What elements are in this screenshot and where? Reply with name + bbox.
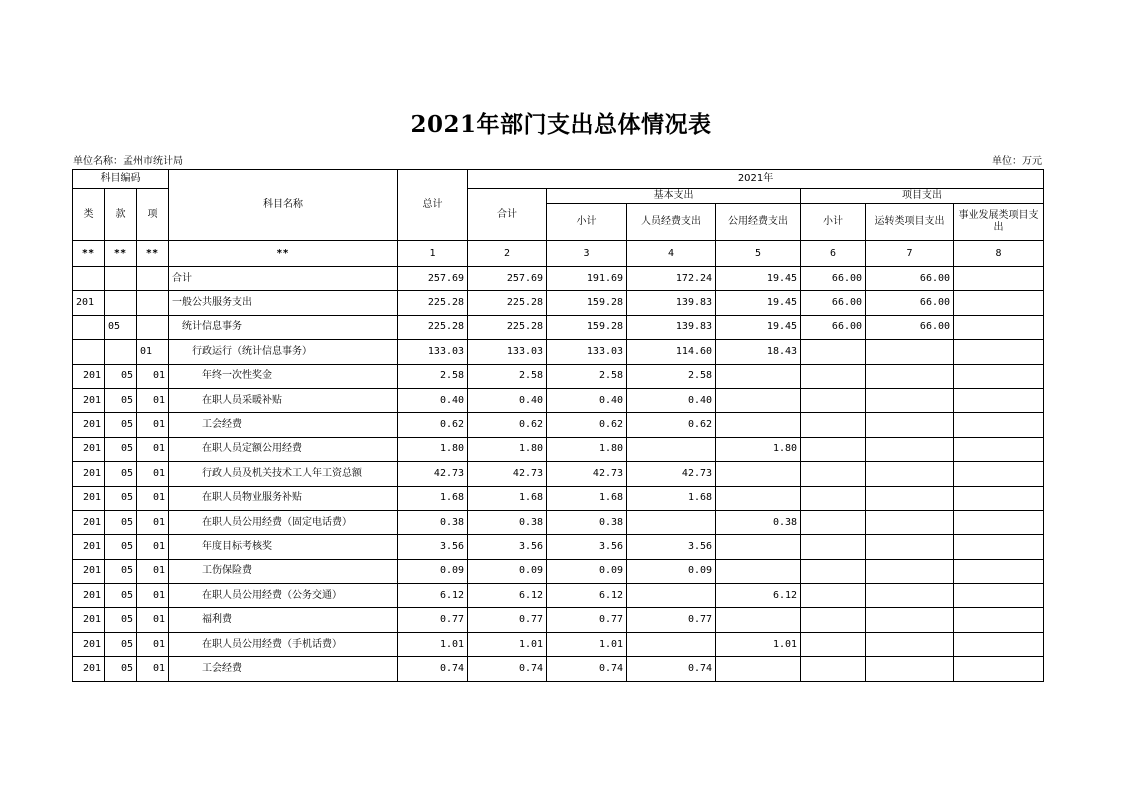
code-lei-cell: 201 [73, 608, 105, 632]
personnel-expense-cell [627, 437, 716, 461]
development-project-cell [954, 462, 1044, 486]
expenditure-table [72, 169, 1044, 682]
personnel-expense-cell [627, 632, 716, 656]
code-lei-cell [73, 340, 105, 364]
code-xiang-cell: 01 [137, 437, 169, 461]
code-lei-cell: 201 [73, 364, 105, 388]
operation-project-cell [866, 608, 954, 632]
total-cell: 257.69 [398, 267, 468, 291]
personnel-expense-cell: 42.73 [627, 462, 716, 486]
basic-subtotal-cell: 0.09 [547, 559, 627, 583]
code-xiang-cell [137, 315, 169, 339]
operation-project-cell [866, 340, 954, 364]
lei-header: 类 [73, 189, 105, 241]
operation-project-cell [866, 632, 954, 656]
sum-header: 合计 [468, 189, 547, 241]
sum-cell: 1.01 [468, 632, 547, 656]
development-project-header: 事业发展类项目支出 [954, 204, 1044, 241]
code-lei-cell: 201 [73, 413, 105, 437]
project-subtotal-cell [801, 608, 866, 632]
operation-project-cell: 66.00 [866, 291, 954, 315]
public-expense-header: 公用经费支出 [716, 204, 801, 241]
personnel-expense-cell: 139.83 [627, 291, 716, 315]
basic-subtotal-cell: 159.28 [547, 315, 627, 339]
basic-subtotal-cell: 1.80 [547, 437, 627, 461]
development-project-cell [954, 486, 1044, 510]
total-cell: 0.62 [398, 413, 468, 437]
code-lei-cell: 201 [73, 388, 105, 412]
xiang-header: 项 [137, 189, 169, 241]
sum-cell: 225.28 [468, 315, 547, 339]
code-xiang-cell: 01 [137, 632, 169, 656]
total-cell: 0.38 [398, 510, 468, 534]
basic-subtotal-cell: 0.62 [547, 413, 627, 437]
table-row [73, 437, 1044, 461]
basic-subtotal-cell: 1.68 [547, 486, 627, 510]
subject-name-cell: 在职人员公用经费（公务交通） [169, 584, 398, 608]
basic-subtotal-cell: 159.28 [547, 291, 627, 315]
personnel-expense-cell: 1.68 [627, 486, 716, 510]
index-cell: 1 [398, 241, 468, 267]
total-cell: 0.09 [398, 559, 468, 583]
index-cell: 4 [627, 241, 716, 267]
sum-cell: 0.77 [468, 608, 547, 632]
operation-project-cell [866, 364, 954, 388]
public-expense-cell: 0.38 [716, 510, 801, 534]
code-xiang-cell: 01 [137, 413, 169, 437]
table-header [73, 170, 1044, 267]
index-cell: ** [105, 241, 137, 267]
subject-name-cell: 工会经费 [169, 413, 398, 437]
development-project-cell [954, 584, 1044, 608]
operation-project-cell [866, 486, 954, 510]
sum-cell: 0.09 [468, 559, 547, 583]
subject-name-cell: 在职人员公用经费（固定电话费） [169, 510, 398, 534]
basic-subtotal-cell: 42.73 [547, 462, 627, 486]
project-subtotal-cell [801, 657, 866, 681]
code-xiang-cell: 01 [137, 364, 169, 388]
operation-project-cell [866, 535, 954, 559]
table-row [73, 291, 1044, 315]
code-kuan-cell: 05 [105, 584, 137, 608]
public-expense-cell [716, 486, 801, 510]
code-xiang-cell: 01 [137, 584, 169, 608]
basic-subtotal-cell: 191.69 [547, 267, 627, 291]
operation-project-cell [866, 413, 954, 437]
basic-subtotal-cell: 0.40 [547, 388, 627, 412]
project-subtotal-cell [801, 462, 866, 486]
index-cell: 8 [954, 241, 1044, 267]
code-xiang-cell: 01 [137, 559, 169, 583]
public-expense-cell: 19.45 [716, 267, 801, 291]
development-project-cell [954, 388, 1044, 412]
code-lei-cell: 201 [73, 657, 105, 681]
operation-project-cell [866, 437, 954, 461]
unit-name-label: 单位名称：孟州市统计局 [73, 156, 183, 167]
code-kuan-cell: 05 [105, 486, 137, 510]
operation-project-cell [866, 584, 954, 608]
project-subtotal-cell [801, 364, 866, 388]
development-project-cell [954, 510, 1044, 534]
personnel-expense-cell: 2.58 [627, 364, 716, 388]
subject-name-cell: 统计信息事务 [169, 315, 398, 339]
code-xiang-cell [137, 291, 169, 315]
operation-project-cell: 66.00 [866, 267, 954, 291]
public-expense-cell: 19.45 [716, 315, 801, 339]
development-project-cell [954, 632, 1044, 656]
project-subtotal-cell [801, 340, 866, 364]
total-cell: 42.73 [398, 462, 468, 486]
index-cell: 6 [801, 241, 866, 267]
table-row [73, 657, 1044, 681]
project-subtotal-cell [801, 437, 866, 461]
basic-subtotal-cell: 6.12 [547, 584, 627, 608]
total-header: 总计 [398, 170, 468, 241]
public-expense-cell: 6.12 [716, 584, 801, 608]
code-xiang-cell: 01 [137, 486, 169, 510]
basic-subtotal-cell: 0.77 [547, 608, 627, 632]
page-title: 2021年部门支出总体情况表 [410, 111, 712, 138]
index-cell: ** [169, 241, 398, 267]
code-kuan-cell: 05 [105, 535, 137, 559]
sum-cell: 257.69 [468, 267, 547, 291]
public-expense-cell [716, 608, 801, 632]
operation-project-header: 运转类项目支出 [866, 204, 954, 241]
development-project-cell [954, 340, 1044, 364]
code-kuan-cell: 05 [105, 510, 137, 534]
total-cell: 3.56 [398, 535, 468, 559]
operation-project-cell [866, 388, 954, 412]
subject-name-header: 科目名称 [169, 170, 398, 241]
public-expense-cell: 18.43 [716, 340, 801, 364]
sum-cell: 6.12 [468, 584, 547, 608]
subject-name-cell: 工伤保险费 [169, 559, 398, 583]
development-project-cell [954, 267, 1044, 291]
year-header: 2021年 [468, 170, 1044, 189]
personnel-expense-cell: 0.62 [627, 413, 716, 437]
code-xiang-cell: 01 [137, 510, 169, 534]
code-kuan-cell [105, 267, 137, 291]
code-kuan-cell: 05 [105, 437, 137, 461]
project-subtotal-cell: 66.00 [801, 315, 866, 339]
public-expense-cell [716, 657, 801, 681]
sum-cell: 0.62 [468, 413, 547, 437]
operation-project-cell [866, 657, 954, 681]
public-expense-cell [716, 559, 801, 583]
code-lei-cell: 201 [73, 486, 105, 510]
total-cell: 1.80 [398, 437, 468, 461]
table-row [73, 608, 1044, 632]
subject-name-cell: 在职人员公用经费（手机话费） [169, 632, 398, 656]
basic-subtotal-cell: 1.01 [547, 632, 627, 656]
total-cell: 1.01 [398, 632, 468, 656]
code-xiang-cell [137, 267, 169, 291]
operation-project-cell [866, 559, 954, 583]
project-subtotal-cell [801, 486, 866, 510]
project-subtotal-cell [801, 388, 866, 412]
project-subtotal-cell: 66.00 [801, 267, 866, 291]
table-row [73, 364, 1044, 388]
development-project-cell [954, 608, 1044, 632]
index-cell: ** [137, 241, 169, 267]
total-cell: 133.03 [398, 340, 468, 364]
operation-project-cell: 66.00 [866, 315, 954, 339]
total-cell: 0.74 [398, 657, 468, 681]
personnel-expense-cell: 114.60 [627, 340, 716, 364]
code-kuan-cell [105, 340, 137, 364]
index-cell: ** [73, 241, 105, 267]
project-subtotal-cell [801, 584, 866, 608]
code-lei-cell: 201 [73, 535, 105, 559]
project-subtotal-header: 小计 [801, 204, 866, 241]
code-xiang-cell: 01 [137, 462, 169, 486]
personnel-expense-cell: 139.83 [627, 315, 716, 339]
table-row [73, 340, 1044, 364]
personnel-expense-cell: 0.09 [627, 559, 716, 583]
code-lei-cell [73, 267, 105, 291]
code-xiang-cell: 01 [137, 608, 169, 632]
table-row [73, 584, 1044, 608]
subject-code-header: 科目编码 [73, 170, 169, 189]
index-cell: 7 [866, 241, 954, 267]
public-expense-cell: 1.80 [716, 437, 801, 461]
code-lei-cell: 201 [73, 291, 105, 315]
table-row [73, 315, 1044, 339]
development-project-cell [954, 315, 1044, 339]
development-project-cell [954, 291, 1044, 315]
development-project-cell [954, 364, 1044, 388]
table-row [73, 535, 1044, 559]
subject-name-cell: 行政人员及机关技术工人年工资总额 [169, 462, 398, 486]
code-kuan-cell: 05 [105, 364, 137, 388]
table-row [73, 632, 1044, 656]
public-expense-cell [716, 364, 801, 388]
code-kuan-cell: 05 [105, 462, 137, 486]
index-row [73, 241, 1044, 267]
basic-subtotal-cell: 0.74 [547, 657, 627, 681]
project-subtotal-cell [801, 413, 866, 437]
personnel-expense-cell: 0.77 [627, 608, 716, 632]
total-cell: 225.28 [398, 315, 468, 339]
operation-project-cell [866, 510, 954, 534]
development-project-cell [954, 413, 1044, 437]
subject-name-cell: 福利费 [169, 608, 398, 632]
project-subtotal-cell [801, 632, 866, 656]
table-row [73, 462, 1044, 486]
code-kuan-cell: 05 [105, 388, 137, 412]
index-cell: 2 [468, 241, 547, 267]
index-cell: 3 [547, 241, 627, 267]
table-row [73, 510, 1044, 534]
subject-name-cell: 在职人员定额公用经费 [169, 437, 398, 461]
code-kuan-cell: 05 [105, 413, 137, 437]
subject-name-cell: 工会经费 [169, 657, 398, 681]
code-kuan-cell: 05 [105, 632, 137, 656]
code-xiang-cell: 01 [137, 340, 169, 364]
code-kuan-cell [105, 291, 137, 315]
total-cell: 1.68 [398, 486, 468, 510]
table-row [73, 559, 1044, 583]
basic-subtotal-cell: 133.03 [547, 340, 627, 364]
development-project-cell [954, 535, 1044, 559]
code-kuan-cell: 05 [105, 559, 137, 583]
code-xiang-cell: 01 [137, 657, 169, 681]
basic-subtotal-cell: 3.56 [547, 535, 627, 559]
sum-cell: 0.74 [468, 657, 547, 681]
code-xiang-cell: 01 [137, 535, 169, 559]
subject-name-cell: 年度目标考核奖 [169, 535, 398, 559]
sum-cell: 42.73 [468, 462, 547, 486]
public-expense-cell: 1.01 [716, 632, 801, 656]
project-expenditure-header: 项目支出 [801, 189, 1044, 204]
personnel-expense-cell: 172.24 [627, 267, 716, 291]
code-lei-cell: 201 [73, 462, 105, 486]
total-cell: 0.40 [398, 388, 468, 412]
code-kuan-cell: 05 [105, 315, 137, 339]
personnel-expense-cell: 0.74 [627, 657, 716, 681]
subject-name-cell: 一般公共服务支出 [169, 291, 398, 315]
table-row [73, 413, 1044, 437]
public-expense-cell [716, 388, 801, 412]
table-row [73, 267, 1044, 291]
code-lei-cell: 201 [73, 437, 105, 461]
table-row [73, 486, 1044, 510]
public-expense-cell [716, 535, 801, 559]
sum-cell: 133.03 [468, 340, 547, 364]
table-body [73, 267, 1044, 682]
personnel-expense-cell: 3.56 [627, 535, 716, 559]
code-lei-cell: 201 [73, 559, 105, 583]
personnel-expense-header: 人员经费支出 [627, 204, 716, 241]
public-expense-cell [716, 413, 801, 437]
sum-cell: 2.58 [468, 364, 547, 388]
code-lei-cell: 201 [73, 510, 105, 534]
subject-name-cell: 行政运行（统计信息事务） [169, 340, 398, 364]
subject-name-cell: 在职人员采暖补贴 [169, 388, 398, 412]
sum-cell: 1.80 [468, 437, 547, 461]
basic-subtotal-header: 小计 [547, 204, 627, 241]
project-subtotal-cell [801, 535, 866, 559]
project-subtotal-cell [801, 510, 866, 534]
total-cell: 2.58 [398, 364, 468, 388]
basic-subtotal-cell: 0.38 [547, 510, 627, 534]
development-project-cell [954, 657, 1044, 681]
sum-cell: 0.38 [468, 510, 547, 534]
code-kuan-cell: 05 [105, 608, 137, 632]
personnel-expense-cell [627, 584, 716, 608]
project-subtotal-cell [801, 559, 866, 583]
total-cell: 6.12 [398, 584, 468, 608]
public-expense-cell [716, 462, 801, 486]
table-row [73, 388, 1044, 412]
basic-expenditure-header: 基本支出 [547, 189, 801, 204]
development-project-cell [954, 437, 1044, 461]
basic-subtotal-cell: 2.58 [547, 364, 627, 388]
code-lei-cell [73, 315, 105, 339]
sum-cell: 225.28 [468, 291, 547, 315]
kuan-header: 款 [105, 189, 137, 241]
development-project-cell [954, 559, 1044, 583]
code-xiang-cell: 01 [137, 388, 169, 412]
currency-unit-label: 单位：万元 [992, 156, 1042, 167]
personnel-expense-cell: 0.40 [627, 388, 716, 412]
subject-name-cell: 年终一次性奖金 [169, 364, 398, 388]
total-cell: 0.77 [398, 608, 468, 632]
code-kuan-cell: 05 [105, 657, 137, 681]
total-cell: 225.28 [398, 291, 468, 315]
public-expense-cell: 19.45 [716, 291, 801, 315]
code-lei-cell: 201 [73, 584, 105, 608]
subject-name-cell: 合计 [169, 267, 398, 291]
code-lei-cell: 201 [73, 632, 105, 656]
sum-cell: 0.40 [468, 388, 547, 412]
sum-cell: 3.56 [468, 535, 547, 559]
personnel-expense-cell [627, 510, 716, 534]
operation-project-cell [866, 462, 954, 486]
subject-name-cell: 在职人员物业服务补贴 [169, 486, 398, 510]
project-subtotal-cell: 66.00 [801, 291, 866, 315]
index-cell: 5 [716, 241, 801, 267]
sum-cell: 1.68 [468, 486, 547, 510]
